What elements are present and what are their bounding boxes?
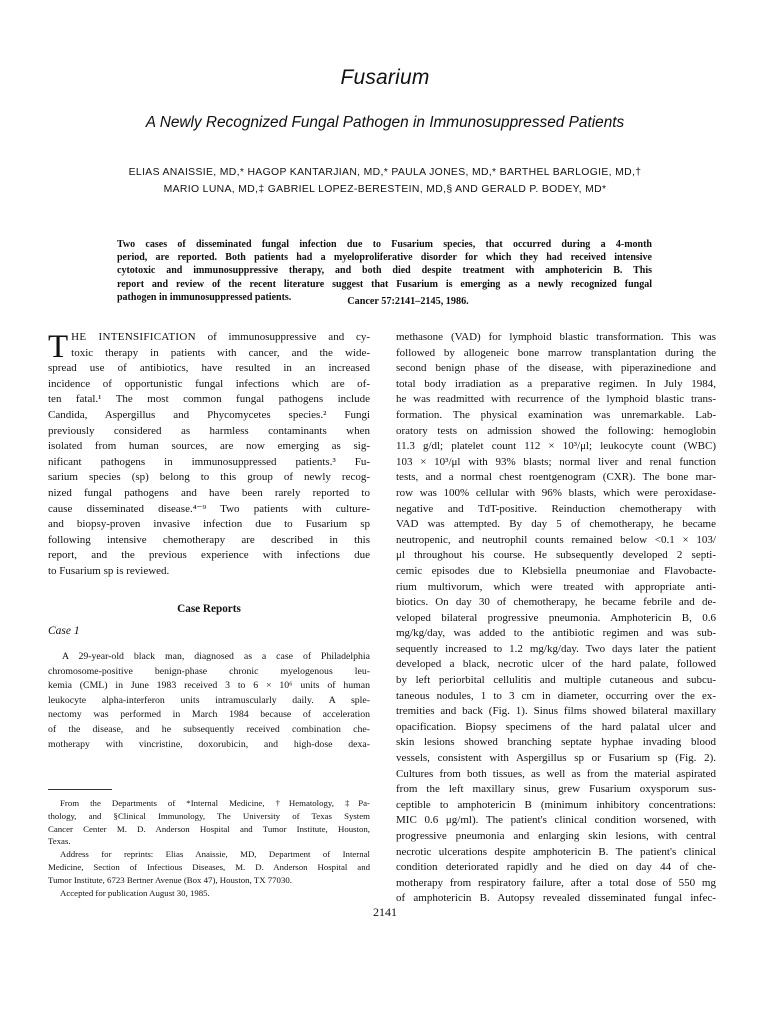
body-line: motherapy from respiratory failure, after a total dose of 550 mg <box>396 876 716 889</box>
body-line: rium multivorum, which were treated with appropriate anti- <box>396 580 716 593</box>
case-line: kemia (CML) in June 1983 received 3 to 6 × 10⁶ units of human <box>48 680 370 692</box>
body-line: methasone (VAD) for lymphoid blastic transformation. This was <box>396 331 716 343</box>
footnote-divider <box>48 789 112 790</box>
intro-line: following intensive chemotherapy are described in this <box>48 533 370 546</box>
body-line: biotics. On day 30 of chemotherapy, he became febrile and de- <box>396 596 716 609</box>
body-line: total body irradiation as a preparative regimen. In July 1984, <box>396 377 716 390</box>
case-line: of the disease, and he subsequently received combination che- <box>48 723 370 735</box>
body-line: mg/kg/day, was added to the antibiotic regimen and was sub- <box>396 627 716 640</box>
intro-line: spread use of antibiotics, have resulted in an increased <box>48 362 370 375</box>
case-1-continued <box>396 330 716 907</box>
drop-cap: T <box>48 329 69 365</box>
body-line: oratory tests on admission showed the following: hemoglobin <box>396 424 716 437</box>
article-subtitle: A Newly Recognized Fungal Pathogen in Immunosuppressed Patients <box>145 114 625 131</box>
footnote-line: Cancer Center M. D. Anderson Hospital and Tumor Institute, Houston, <box>48 823 370 834</box>
body-line: he was readmitted with recurrence of the lymphoid blastic trans- <box>396 393 716 406</box>
case-1-text <box>48 650 370 752</box>
subsection-heading-case-1: Case 1 <box>48 625 80 637</box>
author-list <box>40 164 730 198</box>
footnote <box>48 797 370 899</box>
intro-line: toxic therapy in patients with cancer, and the wide- <box>71 346 370 359</box>
intro-line: incidence of opportunistic fungal infections which are of- <box>48 377 370 390</box>
intro-line: to Fusarium sp is reviewed. <box>48 564 170 577</box>
body-line: cemic episodes due to Klebsiella pneumoniae and Flavobacte- <box>396 564 716 577</box>
body-line: MIC 0.6 μg/ml). The patient's clinical condition worsened, with <box>396 814 716 827</box>
intro-line: sarium species (sp) belong to this group of newly recog- <box>48 471 370 484</box>
body-line: condition deteriorated rapidly and he died on day 44 of che- <box>396 861 716 874</box>
author-line: MARIO LUNA, MD,‡ GABRIEL LOPEZ-BERESTEIN, MD,§ AND GERALD P. BODEY, MD* <box>163 184 607 195</box>
body-line: progressive pneumonia and enlarging skin lesions, with central <box>396 830 716 842</box>
abstract-line: report and review of the recent literature suggest that Fusarium is emerging as a newly recognized fungal <box>117 278 652 290</box>
intro-lead: HE INTENSIFICATION <box>71 331 196 343</box>
intro-line: Candida, Aspergillus and Phycomycetes species.² Fungi <box>48 408 370 421</box>
body-line: by left periorbital cellulitis and multiple cutaneous and subcu- <box>396 674 716 687</box>
intro-line: HE INTENSIFICATION of immunosuppressive and cy- <box>71 331 370 343</box>
intro-line: isolated from human sources, are now emerging as sig- <box>48 440 370 453</box>
page-number: 2141 <box>373 905 397 919</box>
body-line: VAD was attempted. By day 5 of chemotherapy, he became <box>396 518 716 531</box>
body-line: μl throughout his course. He subsequently developed 2 septi- <box>396 549 716 562</box>
body-line: ceptible to amphotericin B (minimum inhibitory concentrations: <box>396 798 716 811</box>
body-line: sequently increased to 1.2 mg/kg/day. Two days later the patient <box>396 642 716 655</box>
case-line: chromosome-positive benign-phase chronic myelogenous leu- <box>48 665 370 677</box>
introduction <box>48 330 370 580</box>
intro-line: cause disseminated disease.⁴⁻⁹ Two patients with culture- <box>48 502 370 515</box>
body-line: opacification. Biopsy specimens of the hard palatal ulcer and <box>396 720 716 733</box>
body-line: from the left maxillary sinus, grew Fusarium oxysporum sus- <box>396 783 716 796</box>
body-line: row was 100% cellular with 96% blasts, which were peroxidase- <box>396 486 716 499</box>
abstract-line: Two cases of disseminated fungal infection due to Fusarium species, that occurred during a 4-month <box>117 239 652 250</box>
body-line: second benign phase of the disease, with piperazinedione and <box>396 362 716 375</box>
intro-line: ten fatal.¹ The most common fungal pathogens include <box>48 393 370 406</box>
body-line: developed a black, necrotic ulcer of the hard palate, followed <box>396 658 716 671</box>
body-line: veloped bilateral progressive pneumonia. Amphotericin B, 0.6 <box>396 611 716 624</box>
intro-line: nized fungal pathogens and have been rarely reported to <box>48 486 370 499</box>
footnote-line: Accepted for publication August 30, 1985. <box>60 887 210 898</box>
journal-citation: Cancer 57:2141–2145, 1986. <box>347 296 469 307</box>
abstract-line: pathogen in immunosuppressed patients. <box>117 291 292 303</box>
footnote-line: Address for reprints: Elias Anaissie, MD, Department of Internal <box>60 849 370 860</box>
case-line: motherapy with vincristine, doxorubicin, and high-dose dexa- <box>48 738 370 750</box>
article-title: Fusarium <box>340 66 430 89</box>
intro-line: previously considered as harmless contaminants when <box>48 424 370 437</box>
case-line: nectomy was performed in March 1984 because of acceleration <box>48 709 370 721</box>
abstract-line: cytotoxic and immunosuppressive therapy, and both died despite treatment with amphotericin B. This <box>117 265 652 277</box>
footnote-line: Medicine, Section of Infectious Diseases, M. D. Anderson Hospital and <box>48 861 370 872</box>
body-line: skin lesions showed branching septate hyphae invading blood <box>396 736 716 749</box>
abstract <box>117 238 652 304</box>
author-line: ELIAS ANAISSIE, MD,* HAGOP KANTARJIAN, MD,* PAULA JONES, MD,* BARTHEL BARLOGIE, MD,† <box>128 167 642 178</box>
body-line: necrotic ulcerations despite amphotericin B. The patient's clinical <box>396 845 716 858</box>
body-line: tests, and a normal chest roentgenogram (CXR). The bone mar- <box>396 471 716 484</box>
footnote-line: thology, and §Clinical Immunology, The University of Texas System <box>48 810 370 821</box>
intro-line: report, and the previous experience with infections due <box>48 549 370 562</box>
section-heading-case-reports: Case Reports <box>177 603 241 615</box>
body-line: Cultures from both tissues, as well as from the material aspirated <box>396 767 716 780</box>
body-line: taneous nodules, 1 to 3 cm in diameter, occurring over the ex- <box>396 689 716 702</box>
body-line: formation. The physical examination was unremarkable. Lab- <box>396 408 716 421</box>
abstract-line: period, are reported. Both patients had a myeloproliferative disorder for which they had received intensive <box>117 252 652 264</box>
footnote-line: Texas. <box>48 836 71 847</box>
body-line: 11.3 g/dl; platelet count 112 × 10³/μl; leukocyte count (WBC) <box>396 440 716 453</box>
case-line: A 29-year-old black man, diagnosed as a case of Philadelphia <box>62 651 370 662</box>
footnote-line: From the Departments of *Internal Medicine, †Hematology, ‡Pa- <box>60 798 370 808</box>
case-line: leukocyte alpha-interferon units intramuscularly daily. A sple- <box>48 694 370 706</box>
footnote-line: Tumor Institute, 6723 Bertner Avenue (Box 47), Houston, TX 77030. <box>48 874 292 885</box>
body-line: of amphotericin B. Autopsy revealed disseminated fungal infec- <box>396 892 716 905</box>
body-line: neutropenic, and neutrophil counts remained below <0.1 × 103/ <box>396 533 716 546</box>
body-line: vessels, consistent with Aspergillus sp or Fusarium sp (Fig. 2). <box>396 752 716 765</box>
body-line: negative and TdT-positive. Reinduction chemotherapy with <box>396 502 716 515</box>
body-line: 103 × 10³/μl with 93% blasts; normal liver and renal function <box>396 455 716 468</box>
intro-line: nificant pathogens in immunosuppressed patients.³ Fu- <box>48 455 370 468</box>
body-line: followed by allogeneic bone marrow transplantation during the <box>396 346 716 359</box>
body-line: tremities and back (Fig. 1). Sinus films showed bilateral maxillary <box>396 705 716 718</box>
intro-line: and biopsy-proven invasive infection due to Fusarium sp <box>48 518 370 531</box>
